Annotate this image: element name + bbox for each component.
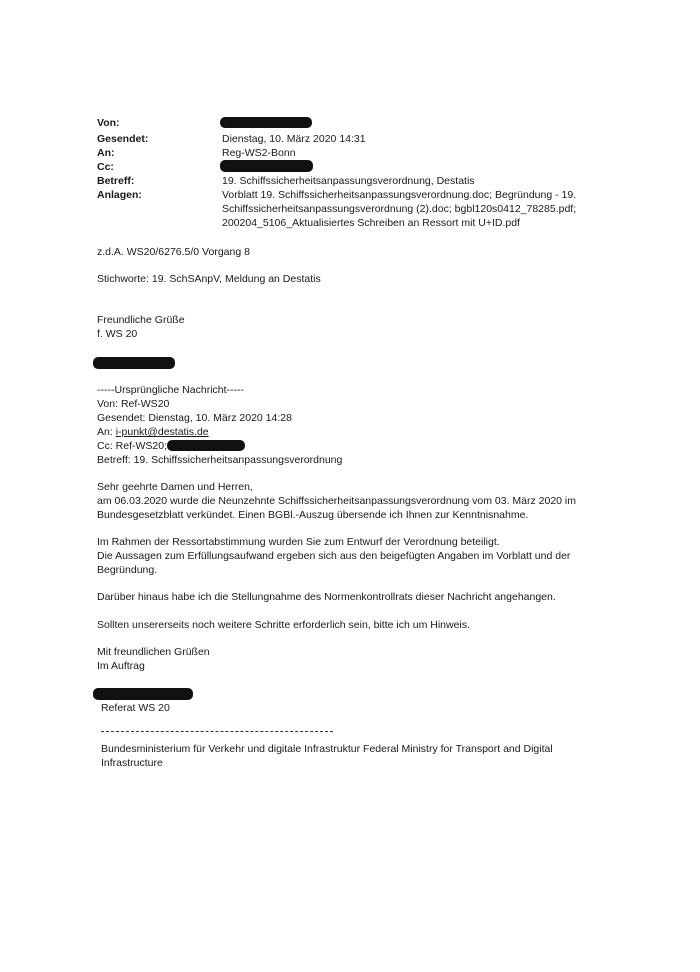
original-to-prefix: An: <box>97 426 116 438</box>
attachment-line-1: Vorblatt 19. Schiffssicherheitsanpassungsverordnung.doc; Begründung - 19. <box>222 189 577 201</box>
original-subject: Betreff: 19. Schiffssicherheitsanpassungsverordnung <box>97 454 343 466</box>
footer-divider <box>101 731 333 732</box>
salutation: Sehr geehrte Damen und Herren, <box>97 481 253 493</box>
redacted-original-signature <box>93 688 193 700</box>
ministry-line-2: Infrastructure <box>101 757 163 769</box>
greeting-line-2: f. WS 20 <box>97 328 138 340</box>
to-label: An: <box>97 147 115 159</box>
cc-label: Cc: <box>97 161 114 173</box>
keywords: Stichworte: 19. SchSAnpV, Meldung an Destatis <box>97 273 321 285</box>
closing-line-1: Mit freundlichen Grüßen <box>97 646 210 658</box>
department: Referat WS 20 <box>101 702 170 714</box>
paragraph-3: Darüber hinaus habe ich die Stellungnahme des Normenkontrollrats dieser Nachricht angehangen. <box>97 591 556 603</box>
original-to <box>97 426 209 440</box>
greeting-line-1: Freundliche Grüße <box>97 314 185 326</box>
redacted-cc <box>220 160 313 172</box>
sent-value: Dienstag, 10. März 2020 14:31 <box>222 133 366 145</box>
paragraph-1-line-1: am 06.03.2020 wurde die Neunzehnte Schiffssicherheitsanpassungsverordnung vom 03. März 2020 im <box>97 495 577 507</box>
to-value: Reg-WS2-Bonn <box>222 147 296 159</box>
subject-value: 19. Schiffssicherheitsanpassungsverordnung, Destatis <box>222 175 475 187</box>
attachment-line-2: Schiffssicherheitsanpassungsverordnung (2).doc; bgbl120s0412_78285.pdf; <box>222 203 577 215</box>
subject-label: Betreff: <box>97 175 135 187</box>
original-sent: Gesendet: Dienstag, 10. März 2020 14:28 <box>97 412 292 424</box>
original-from: Von: Ref-WS20 <box>97 398 170 410</box>
attachment-line-3: 200204_5106_Aktualisiertes Schreiben an Ressort mit U+ID.pdf <box>222 217 520 229</box>
redacted-signature <box>93 357 175 369</box>
file-reference: z.d.A. WS20/6276.5/0 Vorgang 8 <box>97 246 250 258</box>
paragraph-2-line-1: Im Rahmen der Ressortabstimmung wurden Sie zum Entwurf der Verordnung beteiligt. <box>97 536 500 548</box>
attachments-label: Anlagen: <box>97 189 142 201</box>
redacted-original-cc <box>167 440 245 451</box>
paragraph-2-line-2: Die Aussagen zum Erfüllungsaufwand ergeben sich aus den beigefügten Angaben im Vorblatt und der <box>97 550 571 562</box>
paragraph-2-line-3: Begründung. <box>97 564 158 576</box>
from-label: Von: <box>97 117 120 129</box>
original-cc: Cc: Ref-WS20; <box>97 440 168 452</box>
closing-line-2: Im Auftrag <box>97 660 145 672</box>
original-separator: -----Ursprüngliche Nachricht----- <box>97 384 245 396</box>
redacted-sender <box>220 117 312 128</box>
ministry-line-1: Bundesministerium für Verkehr und digitale Infrastruktur Federal Ministry for Transport and Digital <box>101 743 553 755</box>
paragraph-4: Sollten unsererseits noch weitere Schritte erforderlich sein, bitte ich um Hinweis. <box>97 619 470 631</box>
destatis-email-link[interactable]: i-punkt@destatis.de <box>115 426 209 438</box>
paragraph-1-line-2: Bundesgesetzblatt verkündet. Einen BGBl.-Auszug übersende ich Ihnen zur Kenntnisnahme. <box>97 509 529 521</box>
sent-label: Gesendet: <box>97 133 149 145</box>
